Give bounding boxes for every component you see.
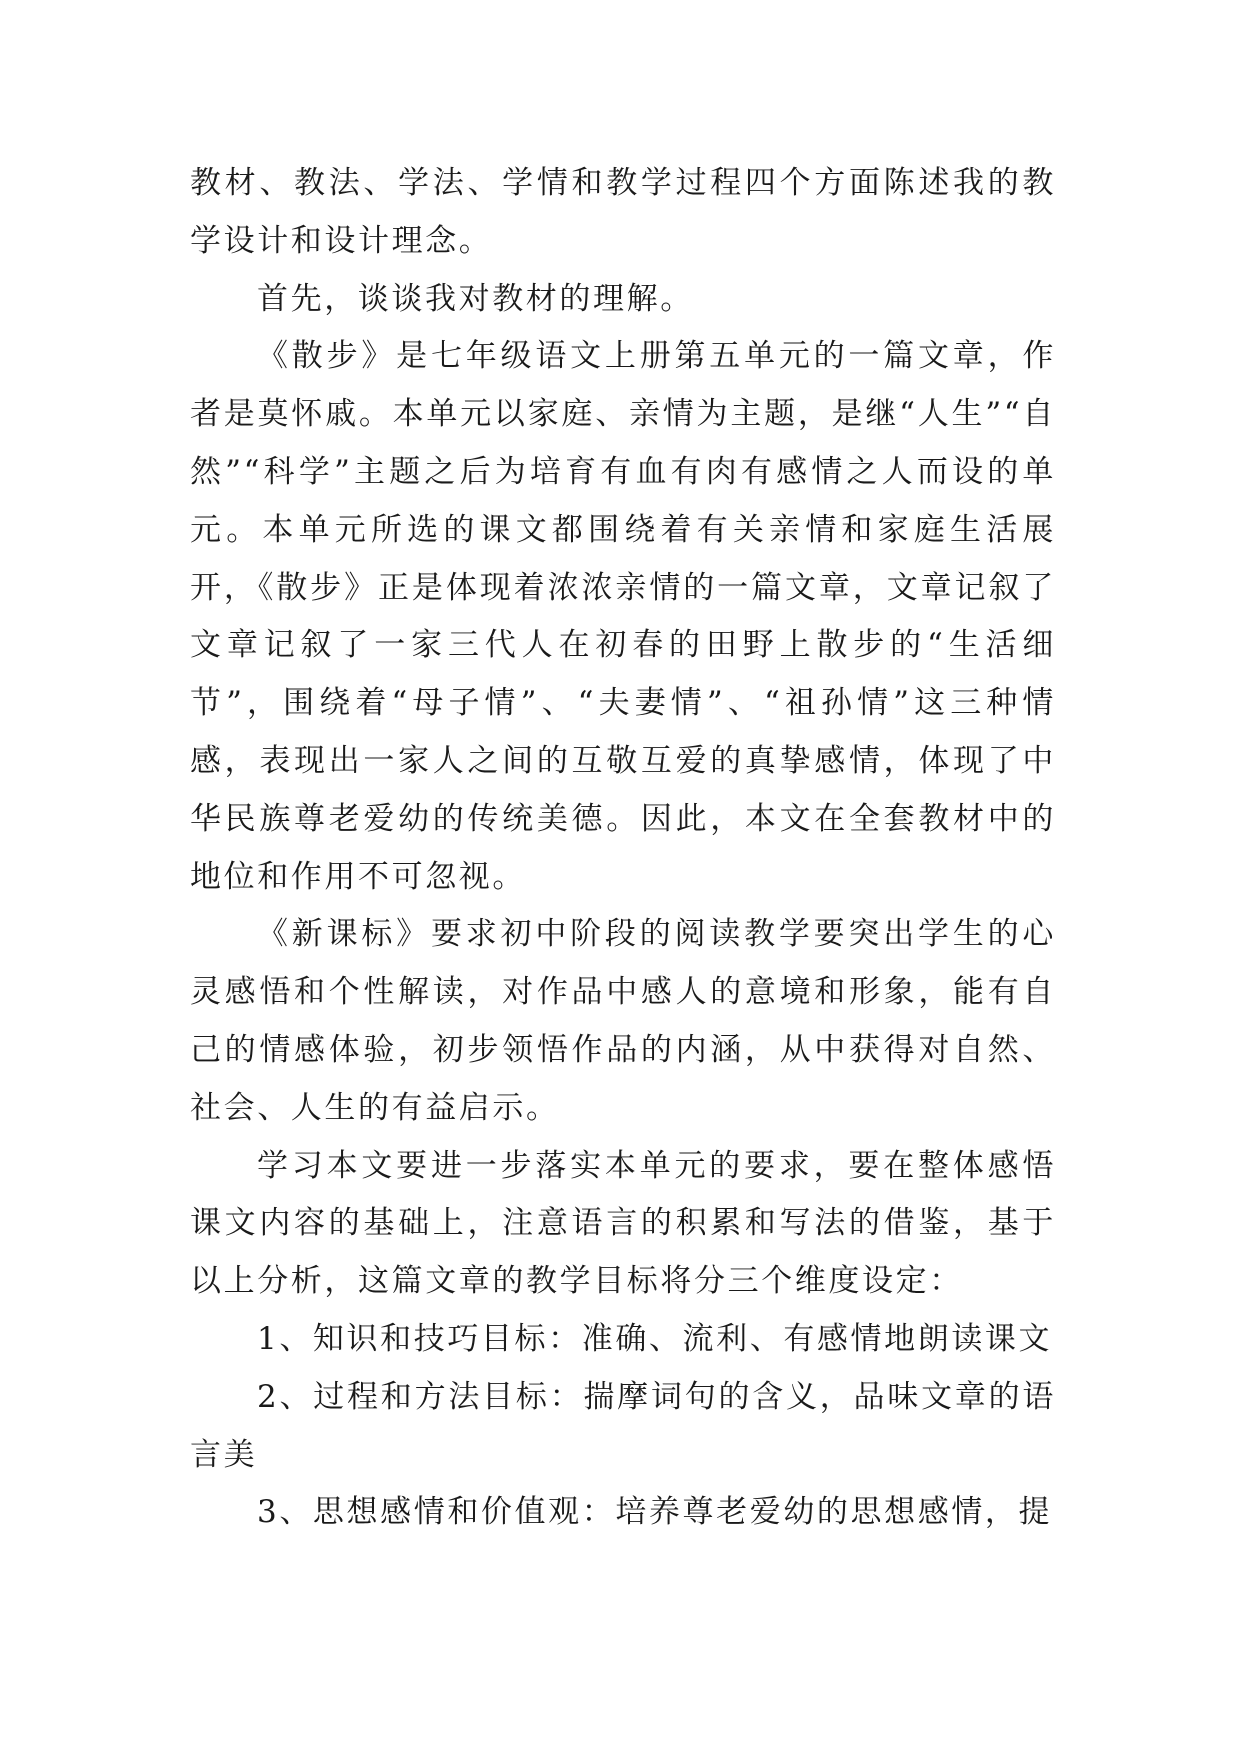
paragraph-textbook-analysis: 《散步》是七年级语文上册第五单元的一篇文章，作者是莫怀戚。本单元以家庭、亲情为主题，是继“人生”“自然”“科学”主题之后为培育有血有肉有感情之人而设的单元。本单元所选的课文都围绕着有关亲情和家庭生活展开，《散步》正是体现着浓浓亲情的一篇文章，文章记叙了文章记叙了一家三代人在初春的田野上散步的“生活细节”，围绕着“母子情”、“夫妻情”、“祖孙情”这三种情感，表现出一家人之间的互敬互爱的真挚感情，体现了中华民族尊老爱幼的传统美德。因此，本文在全套教材中的地位和作用不可忽视。 [190, 338, 1056, 895]
paragraph-goal-knowledge: 1、知识和技巧目标：准确、流利、有感情地朗读课文 [257, 1320, 1053, 1357]
paragraph-goal-values: 3、思想感情和价值观：培养尊老爱幼的思想感情，提 [257, 1494, 1053, 1531]
paragraph-teaching-goals-intro: 学习本文要进一步落实本单元的要求，要在整体感悟课文内容的基础上，注意语言的积累和写法的借鉴，基于以上分析，这篇文章的教学目标将分三个维度设定： [190, 1147, 1056, 1300]
paragraph-goal-process: 2、过程和方法目标：揣摩词句的含义，品味文章的语言美 [190, 1378, 1056, 1473]
paragraph-intro-continued: 教材、教法、学法、学情和教学过程四个方面陈述我的教学设计和设计理念。 [190, 165, 1056, 259]
document-body [190, 155, 1056, 1542]
paragraph-curriculum-standard: 《新课标》要求初中阶段的阅读教学要突出学生的心灵感悟和个性解读，对作品中感人的意境和形象，能有自己的情感体验，初步领悟作品的内涵，从中获得对自然、社会、人生的有益启示。 [190, 916, 1056, 1126]
paragraph-first-section: 首先，谈谈我对教材的理解。 [257, 280, 694, 317]
